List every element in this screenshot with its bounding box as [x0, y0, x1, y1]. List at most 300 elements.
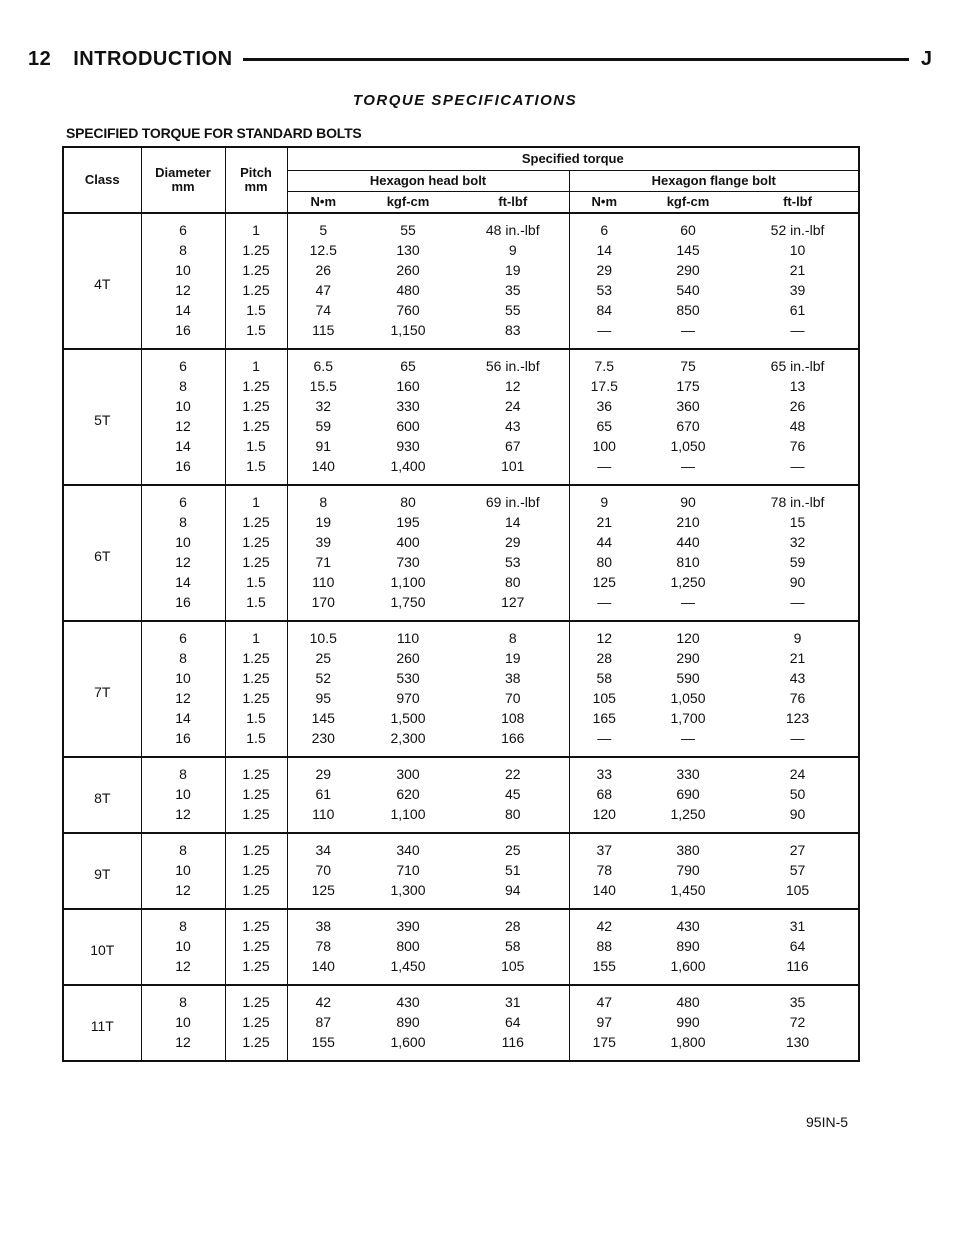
flange-kgf-cm-cell: 790 [676, 862, 700, 878]
flange-kgf-cm-cell: 690 [676, 786, 700, 802]
flange-ft-lbf-cell: 105 [785, 882, 810, 898]
diameter-cell: 14 [141, 436, 225, 456]
head-ft-lbf-cell: 28 [457, 909, 569, 936]
head-kgf-cm-cell: 620 [396, 786, 420, 802]
page-header [28, 44, 932, 74]
flange-nm-cell: 14 [596, 242, 613, 258]
head-ft-lbf-cell: 69 in.-lbf [457, 485, 569, 512]
head-ft-lbf-cell: 19 [457, 648, 569, 668]
flange-nm-cell: 120 [592, 806, 616, 822]
pitch-cell: 1 [225, 349, 287, 376]
table-row [63, 572, 859, 592]
flange-kgf-cm-cell: 990 [676, 1014, 700, 1030]
flange-ft-lbf-cell: 10 [789, 242, 806, 258]
pitch-cell: 1 [225, 213, 287, 240]
table-row [63, 784, 859, 804]
flange-ft-lbf-cell: 24 [737, 757, 859, 784]
flange-nm-cell: 44 [596, 534, 613, 550]
flange-ft-lbf-cell: — [790, 322, 805, 338]
head-nm-cell: 15.5 [309, 378, 337, 394]
section-title: INTRODUCTION [73, 47, 233, 70]
flange-nm-cell: 53 [596, 282, 613, 298]
table-row [63, 936, 859, 956]
diameter-cell: 16 [141, 592, 225, 621]
head-nm-cell: 5 [287, 213, 359, 240]
flange-ft-lbf-cell: 15 [789, 514, 806, 530]
pitch-cell: 1.25 [225, 880, 287, 909]
head-ft-lbf-cell: 58 [457, 936, 569, 956]
flange-nm-cell: 7.5 [569, 349, 639, 376]
head-nm-cell: 71 [315, 554, 332, 570]
flange-nm-cell: 37 [569, 833, 639, 860]
head-kgf-cm-cell: 195 [396, 514, 420, 530]
head-ft-lbf-cell: 45 [457, 784, 569, 804]
head-kgf-cm-cell: 1,400 [390, 458, 426, 474]
table-row [63, 621, 859, 648]
flange-kgf-cm-cell: — [681, 322, 695, 338]
diameter-cell: 10 [141, 668, 225, 688]
pitch-cell: 1.25 [225, 512, 287, 532]
table-row [63, 300, 859, 320]
diameter-cell: 8 [141, 757, 225, 784]
head-ft-lbf-cell: 56 in.-lbf [457, 349, 569, 376]
table-row [63, 688, 859, 708]
class-cell: 4T [63, 213, 141, 349]
diameter-cell: 8 [141, 909, 225, 936]
flange-kgf-cm-cell: 120 [639, 621, 737, 648]
flange-ft-lbf-cell: 76 [789, 438, 806, 454]
flange-ft-lbf-cell: 123 [785, 710, 810, 726]
diameter-cell: 14 [141, 708, 225, 728]
pitch-cell: 1.25 [225, 376, 287, 396]
head-kgf-cm-cell: 400 [396, 534, 420, 550]
flange-ft-lbf-cell: 39 [789, 282, 806, 298]
flange-nm-cell: 47 [569, 985, 639, 1012]
flange-kgf-cm-cell: 1,450 [670, 882, 706, 898]
flange-nm-cell: — [597, 594, 612, 610]
table-row [63, 240, 859, 260]
head-kgf-cm-cell: 1,750 [390, 594, 426, 610]
header-head-nm: N•m [287, 192, 359, 214]
flange-ft-lbf-cell: 59 [789, 554, 806, 570]
flange-kgf-cm-cell: — [681, 594, 695, 610]
head-kgf-cm-cell: 260 [396, 650, 420, 666]
table-row [63, 985, 859, 1012]
head-ft-lbf-cell: 116 [457, 1032, 569, 1061]
flange-ft-lbf-cell: 32 [789, 534, 806, 550]
class-cell: 10T [63, 909, 141, 985]
head-nm-cell: 32 [315, 398, 332, 414]
head-nm-cell: 170 [311, 594, 335, 610]
diameter-cell: 12 [141, 956, 225, 985]
class-cell: 7T [63, 621, 141, 757]
flange-ft-lbf-cell: 43 [789, 670, 806, 686]
flange-kgf-cm-cell: 430 [639, 909, 737, 936]
flange-kgf-cm-cell: 540 [676, 282, 700, 298]
table-row [63, 512, 859, 532]
head-ft-lbf-cell: 80 [457, 572, 569, 592]
diameter-cell: 12 [141, 804, 225, 833]
flange-nm-cell: 78 [596, 862, 613, 878]
flange-ft-lbf-cell: 76 [789, 690, 806, 706]
table-row [63, 833, 859, 860]
head-kgf-cm-cell: 300 [359, 757, 457, 784]
head-nm-cell: 25 [315, 650, 332, 666]
head-nm-cell: 42 [287, 985, 359, 1012]
flange-kgf-cm-cell: 360 [676, 398, 700, 414]
flange-kgf-cm-cell: 330 [639, 757, 737, 784]
pitch-cell: 1.5 [225, 456, 287, 485]
flange-nm-cell: 6 [569, 213, 639, 240]
head-ft-lbf-cell: 12 [457, 376, 569, 396]
flange-nm-cell: 12 [569, 621, 639, 648]
flange-kgf-cm-cell: 1,800 [670, 1034, 706, 1050]
diameter-cell: 16 [141, 320, 225, 349]
flange-nm-cell: 33 [569, 757, 639, 784]
table-row [63, 648, 859, 668]
head-nm-cell: 10.5 [287, 621, 359, 648]
flange-kgf-cm-cell: 480 [639, 985, 737, 1012]
head-ft-lbf-cell: 9 [457, 240, 569, 260]
figure-reference: 95IN-5 [806, 1114, 849, 1130]
flange-ft-lbf-cell: 9 [737, 621, 859, 648]
head-nm-cell: 115 [312, 322, 335, 338]
class-cell: 5T [63, 349, 141, 485]
flange-kgf-cm-cell: 145 [676, 242, 700, 258]
header-pitch [225, 147, 287, 213]
flange-ft-lbf-cell: 116 [786, 958, 809, 974]
head-ft-lbf-cell: 94 [457, 880, 569, 909]
head-kgf-cm-cell: 80 [359, 485, 457, 512]
diameter-cell: 8 [141, 648, 225, 668]
header-flange-kgf-cm: kgf-cm [639, 192, 737, 214]
flange-nm-cell: 21 [596, 514, 613, 530]
head-nm-cell: 74 [315, 302, 332, 318]
pitch-cell: 1.25 [225, 804, 287, 833]
pitch-cell: 1 [225, 621, 287, 648]
header-class: Class [63, 147, 141, 213]
header-letter: J [920, 47, 932, 70]
torque-table [62, 146, 860, 1062]
flange-nm-cell: 125 [592, 574, 616, 590]
diameter-cell: 14 [141, 300, 225, 320]
head-ft-lbf-cell: 80 [457, 804, 569, 833]
head-nm-cell: 6.5 [287, 349, 359, 376]
head-kgf-cm-cell: 890 [396, 1014, 420, 1030]
flange-nm-cell: 58 [596, 670, 613, 686]
head-kgf-cm-cell: 1,500 [390, 710, 426, 726]
head-nm-cell: 155 [311, 1034, 335, 1050]
table-row [63, 592, 859, 621]
head-kgf-cm-cell: 65 [359, 349, 457, 376]
diameter-cell: 8 [141, 512, 225, 532]
table-row [63, 320, 859, 349]
flange-nm-cell: 17.5 [590, 378, 618, 394]
head-ft-lbf-cell: 64 [457, 1012, 569, 1032]
flange-kgf-cm-cell: 590 [676, 670, 700, 686]
flange-ft-lbf-cell: 61 [789, 302, 806, 318]
header-pitch-unit: mm [244, 179, 268, 194]
head-ft-lbf-cell: 35 [457, 280, 569, 300]
diameter-cell: 10 [141, 1012, 225, 1032]
head-nm-cell: 52 [315, 670, 332, 686]
pitch-cell: 1.25 [225, 240, 287, 260]
flange-kgf-cm-cell: — [681, 730, 695, 746]
head-nm-cell: 70 [315, 862, 332, 878]
head-nm-cell: 110 [312, 574, 335, 590]
flange-ft-lbf-cell: 52 in.-lbf [737, 213, 859, 240]
flange-kgf-cm-cell: 1,600 [670, 958, 706, 974]
header-head-ft-lbf: ft-lbf [457, 192, 569, 214]
head-kgf-cm-cell: 1,450 [390, 958, 426, 974]
head-ft-lbf-cell: 70 [457, 688, 569, 708]
header-diameter-unit: mm [171, 179, 195, 194]
table-row [63, 668, 859, 688]
flange-ft-lbf-cell: 72 [789, 1014, 806, 1030]
flange-ft-lbf-cell: 78 in.-lbf [737, 485, 859, 512]
class-cell: 6T [63, 485, 141, 621]
header-pitch-label: Pitch [240, 164, 272, 180]
flange-ft-lbf-cell: — [790, 730, 805, 746]
flange-nm-cell: 36 [596, 398, 613, 414]
head-ft-lbf-cell: 29 [457, 532, 569, 552]
diameter-cell: 10 [141, 532, 225, 552]
flange-kgf-cm-cell: 290 [676, 650, 700, 666]
flange-nm-cell: 165 [592, 710, 616, 726]
diameter-cell: 12 [141, 1032, 225, 1061]
flange-nm-cell: 29 [596, 262, 613, 278]
pitch-cell: 1.25 [225, 833, 287, 860]
header-diameter [141, 147, 225, 213]
diameter-cell: 8 [141, 833, 225, 860]
flange-nm-cell: 175 [592, 1034, 616, 1050]
flange-nm-cell: 140 [592, 882, 616, 898]
diameter-cell: 8 [141, 240, 225, 260]
pitch-cell: 1.5 [225, 728, 287, 757]
head-nm-cell: 39 [315, 534, 332, 550]
pitch-cell: 1.25 [225, 416, 287, 436]
flange-ft-lbf-cell: 57 [789, 862, 806, 878]
pitch-cell: 1.25 [225, 1012, 287, 1032]
head-ft-lbf-cell: 127 [457, 592, 569, 621]
table-header [63, 147, 859, 213]
flange-ft-lbf-cell: 90 [789, 806, 806, 822]
head-nm-cell: 29 [287, 757, 359, 784]
flange-nm-cell: 84 [596, 302, 613, 318]
diameter-cell: 6 [141, 349, 225, 376]
head-kgf-cm-cell: 480 [396, 282, 420, 298]
table-row [63, 1012, 859, 1032]
head-ft-lbf-cell: 25 [457, 833, 569, 860]
head-kgf-cm-cell: 710 [396, 862, 420, 878]
table-body [63, 213, 859, 1061]
pitch-cell: 1.5 [225, 300, 287, 320]
flange-kgf-cm-cell: 1,250 [670, 574, 706, 590]
diameter-cell: 12 [141, 688, 225, 708]
pitch-cell: 1.25 [225, 1032, 287, 1061]
flange-kgf-cm-cell: 75 [639, 349, 737, 376]
head-ft-lbf-cell: 105 [457, 956, 569, 985]
diameter-cell: 14 [141, 572, 225, 592]
head-kgf-cm-cell: 1,300 [390, 882, 426, 898]
pitch-cell: 1.25 [225, 936, 287, 956]
pitch-cell: 1.25 [225, 784, 287, 804]
flange-ft-lbf-cell: 31 [737, 909, 859, 936]
table-row [63, 376, 859, 396]
diameter-cell: 8 [141, 376, 225, 396]
flange-ft-lbf-cell: 90 [789, 574, 806, 590]
head-nm-cell: 61 [315, 786, 332, 802]
table-row [63, 416, 859, 436]
head-ft-lbf-cell: 55 [457, 300, 569, 320]
head-nm-cell: 78 [315, 938, 332, 954]
pitch-cell: 1.25 [225, 956, 287, 985]
flange-kgf-cm-cell: 210 [676, 514, 700, 530]
diameter-cell: 10 [141, 260, 225, 280]
flange-ft-lbf-cell: 48 [789, 418, 806, 434]
table-row [63, 880, 859, 909]
head-kgf-cm-cell: 970 [396, 690, 420, 706]
head-kgf-cm-cell: 930 [396, 438, 420, 454]
flange-ft-lbf-cell: 65 in.-lbf [737, 349, 859, 376]
head-kgf-cm-cell: 260 [396, 262, 420, 278]
page-number: 12 [28, 47, 52, 70]
flange-kgf-cm-cell: 1,250 [670, 806, 706, 822]
head-nm-cell: 87 [315, 1014, 332, 1030]
head-nm-cell: 91 [315, 438, 332, 454]
head-kgf-cm-cell: 1,100 [390, 806, 426, 822]
class-cell: 11T [63, 985, 141, 1061]
table-row [63, 260, 859, 280]
flange-nm-cell: 105 [592, 690, 616, 706]
head-nm-cell: 47 [315, 282, 332, 298]
diameter-cell: 10 [141, 784, 225, 804]
flange-ft-lbf-cell: 21 [789, 650, 806, 666]
head-nm-cell: 140 [311, 958, 335, 974]
page-title: TORQUE SPECIFICATIONS [352, 92, 578, 109]
head-ft-lbf-cell: 108 [457, 708, 569, 728]
pitch-cell: 1 [225, 485, 287, 512]
head-kgf-cm-cell: 2,300 [390, 730, 426, 746]
pitch-cell: 1.25 [225, 860, 287, 880]
head-kgf-cm-cell: 390 [359, 909, 457, 936]
header-specified-torque: Specified torque [287, 147, 859, 171]
flange-nm-cell: — [597, 730, 612, 746]
flange-nm-cell: 80 [596, 554, 613, 570]
head-kgf-cm-cell: 430 [359, 985, 457, 1012]
diameter-cell: 6 [141, 485, 225, 512]
head-ft-lbf-cell: 14 [457, 512, 569, 532]
head-ft-lbf-cell: 8 [457, 621, 569, 648]
class-cell: 9T [63, 833, 141, 909]
table-row [63, 349, 859, 376]
header-flange-ft-lbf: ft-lbf [737, 192, 859, 214]
table-row [63, 757, 859, 784]
pitch-cell: 1.25 [225, 648, 287, 668]
flange-kgf-cm-cell: 850 [676, 302, 700, 318]
flange-nm-cell: 9 [569, 485, 639, 512]
flange-nm-cell: 65 [596, 418, 613, 434]
flange-nm-cell: — [597, 458, 612, 474]
head-ft-lbf-cell: 38 [457, 668, 569, 688]
table-row [63, 396, 859, 416]
class-cell: 8T [63, 757, 141, 833]
head-nm-cell: 38 [287, 909, 359, 936]
head-ft-lbf-cell: 22 [457, 757, 569, 784]
head-ft-lbf-cell: 43 [457, 416, 569, 436]
head-nm-cell: 19 [315, 514, 332, 530]
flange-kgf-cm-cell: — [681, 458, 695, 474]
pitch-cell: 1.25 [225, 396, 287, 416]
head-ft-lbf-cell: 166 [457, 728, 569, 757]
flange-kgf-cm-cell: 890 [676, 938, 700, 954]
head-ft-lbf-cell: 24 [457, 396, 569, 416]
flange-ft-lbf-cell: 26 [789, 398, 806, 414]
table-row [63, 436, 859, 456]
pitch-cell: 1.25 [225, 688, 287, 708]
head-ft-lbf-cell: 48 in.-lbf [457, 213, 569, 240]
flange-nm-cell: 97 [596, 1014, 613, 1030]
table-row [63, 552, 859, 572]
head-kgf-cm-cell: 160 [396, 378, 420, 394]
diameter-cell: 6 [141, 621, 225, 648]
head-kgf-cm-cell: 530 [396, 670, 420, 686]
pitch-cell: 1.25 [225, 552, 287, 572]
diameter-cell: 10 [141, 396, 225, 416]
head-nm-cell: 26 [315, 262, 332, 278]
head-kgf-cm-cell: 1,600 [390, 1034, 426, 1050]
pitch-cell: 1.5 [225, 436, 287, 456]
diameter-cell: 6 [141, 213, 225, 240]
flange-nm-cell: — [597, 322, 612, 338]
pitch-cell: 1.25 [225, 757, 287, 784]
head-nm-cell: 230 [311, 730, 335, 746]
head-kgf-cm-cell: 130 [396, 242, 420, 258]
diameter-cell: 16 [141, 728, 225, 757]
table-subtitle: SPECIFIED TORQUE FOR STANDARD BOLTS [66, 125, 362, 141]
head-ft-lbf-cell: 83 [457, 320, 569, 349]
pitch-cell: 1.25 [225, 985, 287, 1012]
flange-kgf-cm-cell: 60 [639, 213, 737, 240]
table-row [63, 804, 859, 833]
flange-ft-lbf-cell: 64 [789, 938, 806, 954]
table-row [63, 728, 859, 757]
diameter-cell: 10 [141, 936, 225, 956]
table-row [63, 213, 859, 240]
head-kgf-cm-cell: 760 [396, 302, 420, 318]
diameter-cell: 10 [141, 860, 225, 880]
diameter-cell: 12 [141, 416, 225, 436]
pitch-cell: 1.25 [225, 909, 287, 936]
diameter-cell: 12 [141, 280, 225, 300]
table-row [63, 280, 859, 300]
table-row [63, 956, 859, 985]
flange-ft-lbf-cell: 13 [789, 378, 806, 394]
head-nm-cell: 145 [311, 710, 335, 726]
head-ft-lbf-cell: 51 [457, 860, 569, 880]
pitch-cell: 1.25 [225, 668, 287, 688]
head-ft-lbf-cell: 67 [457, 436, 569, 456]
head-ft-lbf-cell: 19 [457, 260, 569, 280]
head-ft-lbf-cell: 101 [457, 456, 569, 485]
head-kgf-cm-cell: 600 [396, 418, 420, 434]
flange-ft-lbf-cell: 27 [737, 833, 859, 860]
head-ft-lbf-cell: 31 [457, 985, 569, 1012]
diameter-cell: 8 [141, 985, 225, 1012]
table-row [63, 532, 859, 552]
head-nm-cell: 140 [311, 458, 335, 474]
flange-kgf-cm-cell: 90 [639, 485, 737, 512]
